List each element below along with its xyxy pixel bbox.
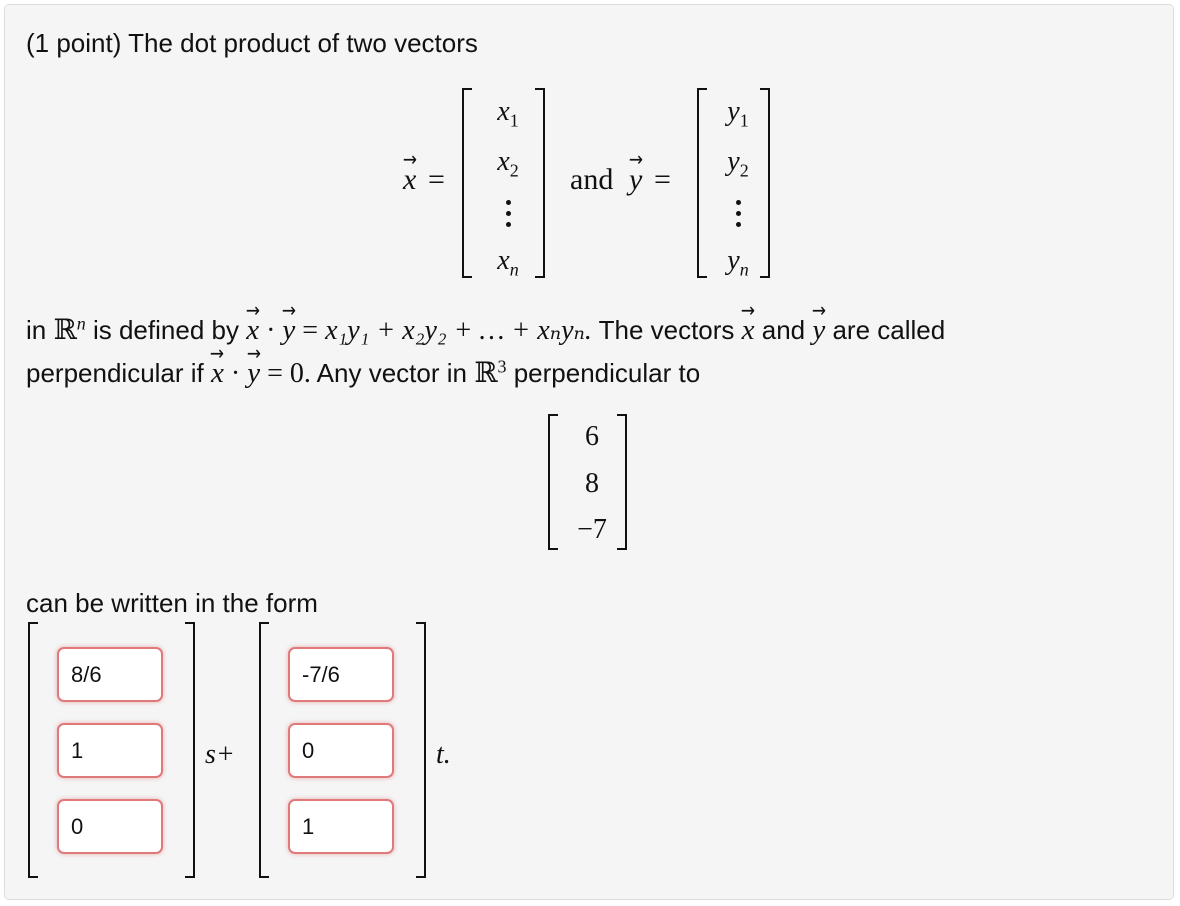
x-equals: =: [428, 163, 445, 196]
t-period-label: t.: [436, 739, 451, 770]
t-vector-entry-2-input[interactable]: [288, 723, 394, 778]
x-vector-symbol: → x: [403, 163, 416, 197]
x-bracket-left: [462, 88, 472, 278]
definition-line-2: perpendicular if → x · → y = 0. Any vector in ℝ$^3$ perpendicular to: [26, 356, 700, 390]
y-entry-n: $y_n$: [727, 245, 749, 280]
t-bracket-left: [259, 622, 269, 878]
y-vector-symbol: → y: [629, 163, 642, 197]
y-bracket-left: [697, 88, 707, 278]
s-vector-entry-3-input[interactable]: [57, 799, 163, 854]
s-vector-entry-1-input[interactable]: [57, 647, 163, 702]
y-equals: =: [654, 163, 671, 196]
x-entry-n: $x_n$: [497, 245, 519, 280]
x-bracket-right: [535, 88, 545, 278]
t-bracket-right: [416, 622, 426, 878]
t-vector-entry-1-input[interactable]: [288, 647, 394, 702]
given-bracket-left: [548, 414, 558, 550]
definition-line-1: in ℝ$^n$ is defined by → x · → y = x₁y₁ + x₂y₂ + … + xₙyₙ. The vectors → x and → y are called: [26, 313, 945, 347]
and-word: and: [570, 163, 614, 196]
s-vector-entry-2-input[interactable]: [57, 723, 163, 778]
given-entry-3: −7: [577, 514, 607, 545]
given-entry-1: 6: [585, 421, 599, 452]
y-entry-2: $y_2$: [727, 146, 749, 181]
form-text: can be written in the form: [26, 588, 318, 618]
x-entry-1: $x_1$: [497, 96, 519, 131]
s-plus-label: s+: [205, 739, 235, 770]
s-bracket-left: [28, 622, 38, 878]
y-vdots: [731, 200, 745, 233]
given-entry-2: 8: [585, 468, 599, 499]
t-vector-entry-3-input[interactable]: [288, 799, 394, 854]
problem-title: (1 point) The dot product of two vectors: [26, 28, 478, 58]
x-vdots: [501, 200, 515, 233]
y-entry-1: $y_1$: [727, 96, 749, 131]
s-bracket-right: [185, 622, 195, 878]
x-entry-2: $x_2$: [497, 146, 519, 181]
